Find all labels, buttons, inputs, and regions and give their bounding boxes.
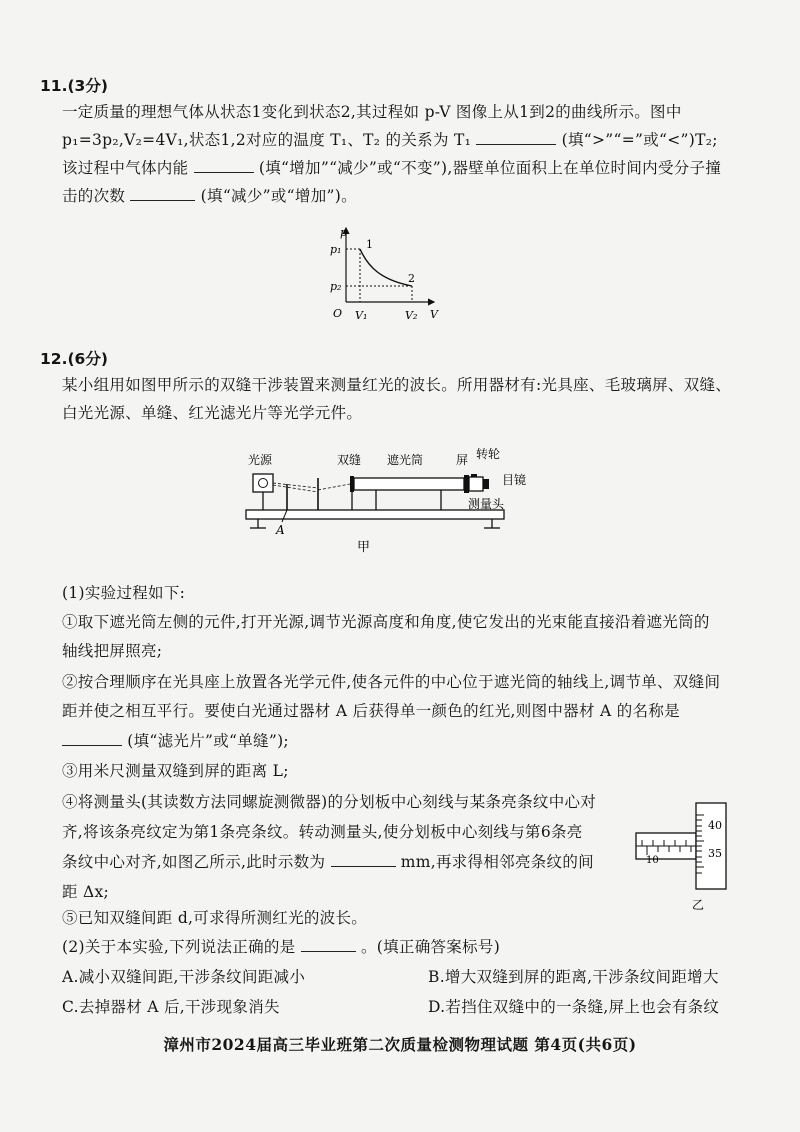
q11-blank-2[interactable] — [194, 158, 254, 173]
q12-step2-a: ②按合理顺序在光具座上放置各光学元件,使各元件的中心位于遮光筒的轴线上,调节单、双缝间 — [62, 673, 721, 691]
q11-line-2 — [62, 130, 718, 150]
q11-line-2-b: (填“>”“=”或“<”)T₂; — [561, 131, 718, 149]
p-axis-label: p — [340, 226, 348, 239]
micrometer-diagram — [632, 795, 744, 913]
p1-label: p₁ — [330, 243, 342, 256]
origin-label: O — [333, 307, 343, 320]
ray-lower — [273, 485, 318, 492]
q11-line-3-b: (填“增加”“减少”或“不变”),器壁单位面积上在单位时间内受分子撞 — [258, 159, 722, 177]
q11-line-3-a: 该过程中气体内能 — [62, 159, 189, 177]
label-light-source: 光源 — [248, 453, 273, 467]
q11-line-3 — [62, 158, 721, 178]
point-2-label: 2 — [408, 272, 415, 285]
apparatus-diagram — [236, 448, 546, 558]
ray-upper — [273, 483, 318, 488]
caption-jia: 甲 — [357, 540, 371, 555]
q12-step4-c1: 条纹中心对齐,如图乙所示,此时示数为 — [62, 853, 326, 871]
q12-step4-c2: mm,再求得相邻亮条纹的间 — [400, 853, 594, 871]
q12-step4-a: ④将测量头(其读数方法同螺旋测微器)的分划板中心刻线与某条亮条纹中心对 — [62, 793, 597, 811]
caption-yi: 乙 — [692, 898, 705, 912]
q12-step4-c — [62, 852, 594, 872]
label-double-slit: 双缝 — [337, 453, 362, 467]
q12-blank-filter[interactable] — [62, 731, 122, 746]
q12-step1-b: 轴线把屏照亮; — [62, 642, 163, 660]
q12-step5: ⑤已知双缝间距 d,可求得所测红光的波长。 — [62, 909, 368, 927]
measuring-head-body — [469, 477, 483, 491]
q11-header: 11.(3分) — [40, 77, 108, 95]
q11-line-4-a: 击的次数 — [62, 187, 126, 205]
ray-mid — [318, 484, 350, 490]
pv-graph — [326, 222, 446, 322]
q12-step2-b: 距并使之相互平行。要使白光通过器材 A 后获得单一颜色的红光,则图中器材 A 的名称是 — [62, 702, 680, 720]
v-axis-label: V — [430, 308, 438, 321]
mark-10: 10 — [646, 855, 659, 866]
q12-option-c: C.去掉器材 A 后,干涉现象消失 — [62, 998, 280, 1016]
q12-part2 — [62, 937, 500, 957]
q12-option-a: A.减小双缝间距,干涉条纹间距减小 — [62, 968, 306, 986]
wheel — [471, 474, 477, 477]
point-1-label: 1 — [366, 238, 373, 251]
label-wheel: 转轮 — [476, 448, 501, 461]
page-footer: 漳州市2024届高三毕业班第二次质量检测物理试题 第4页(共6页) — [163, 1035, 637, 1054]
screen — [464, 475, 469, 493]
process-curve — [360, 249, 412, 286]
q11-blank-1[interactable] — [476, 130, 556, 145]
q11-blank-3[interactable] — [130, 186, 195, 201]
mark-35: 35 — [708, 847, 722, 860]
label-a: A — [276, 523, 285, 537]
label-eyepiece: 目镜 — [502, 473, 527, 487]
light-tube — [354, 478, 464, 490]
eyepiece — [483, 479, 489, 489]
q12-step2-c-text: (填“滤光片”或“单缝”); — [127, 732, 289, 750]
q11-line-4-b: (填“减少”或“增加”)。 — [200, 187, 357, 205]
v1-label: V₁ — [355, 309, 368, 322]
q12-step4-d: 距 Δx; — [62, 883, 110, 901]
q12-intro-1: 某小组用如图甲所示的双缝干涉装置来测量红光的波长。所用器材有:光具座、毛玻璃屏、双缝、 — [62, 376, 732, 394]
q12-step3: ③用米尺测量双缝到屏的距离 L; — [62, 762, 289, 780]
v2-label: V₂ — [405, 309, 418, 322]
q11-line-2-a: p₁=3p₂,V₂=4V₁,状态1,2对应的温度 T₁、T₂ 的关系为 T₁ — [62, 131, 472, 149]
mark-40: 40 — [708, 819, 722, 832]
q12-option-d: D.若挡住双缝中的一条缝,屏上也会有条纹 — [428, 998, 720, 1016]
p2-label: p₂ — [330, 280, 342, 293]
q12-option-b: B.增大双缝到屏的距离,干涉条纹间距增大 — [428, 968, 719, 986]
q12-step2-c — [62, 731, 289, 751]
q12-blank-answer[interactable] — [301, 937, 356, 952]
q11-line-4 — [62, 186, 357, 206]
q12-blank-reading[interactable] — [331, 852, 396, 867]
q12-part2-a: (2)关于本实验,下列说法正确的是 — [62, 938, 296, 956]
q12-step1-a: ①取下遮光筒左侧的元件,打开光源,调节光源高度和角度,使它发出的光束能直接沿着遮光筒的 — [62, 613, 710, 631]
label-screen: 屏 — [456, 453, 469, 467]
q12-intro-2: 白光光源、单缝、红光滤光片等光学元件。 — [62, 404, 363, 422]
label-light-tube: 遮光筒 — [387, 453, 424, 467]
label-measuring-head: 测量头 — [468, 497, 505, 511]
q11-line-1: 一定质量的理想气体从状态1变化到状态2,其过程如 p-V 图像上从1到2的曲线所示。图中 — [62, 103, 682, 121]
q12-header: 12.(6分) — [40, 350, 108, 368]
q12-part1-title: (1)实验过程如下: — [62, 584, 186, 602]
light-source-box — [253, 474, 273, 492]
q12-step4-b: 齐,将该条亮纹定为第1条亮条纹。转动测量头,使分划板中心刻线与第6条亮 — [62, 823, 583, 841]
q12-part2-b: 。(填正确答案标号) — [360, 938, 501, 956]
